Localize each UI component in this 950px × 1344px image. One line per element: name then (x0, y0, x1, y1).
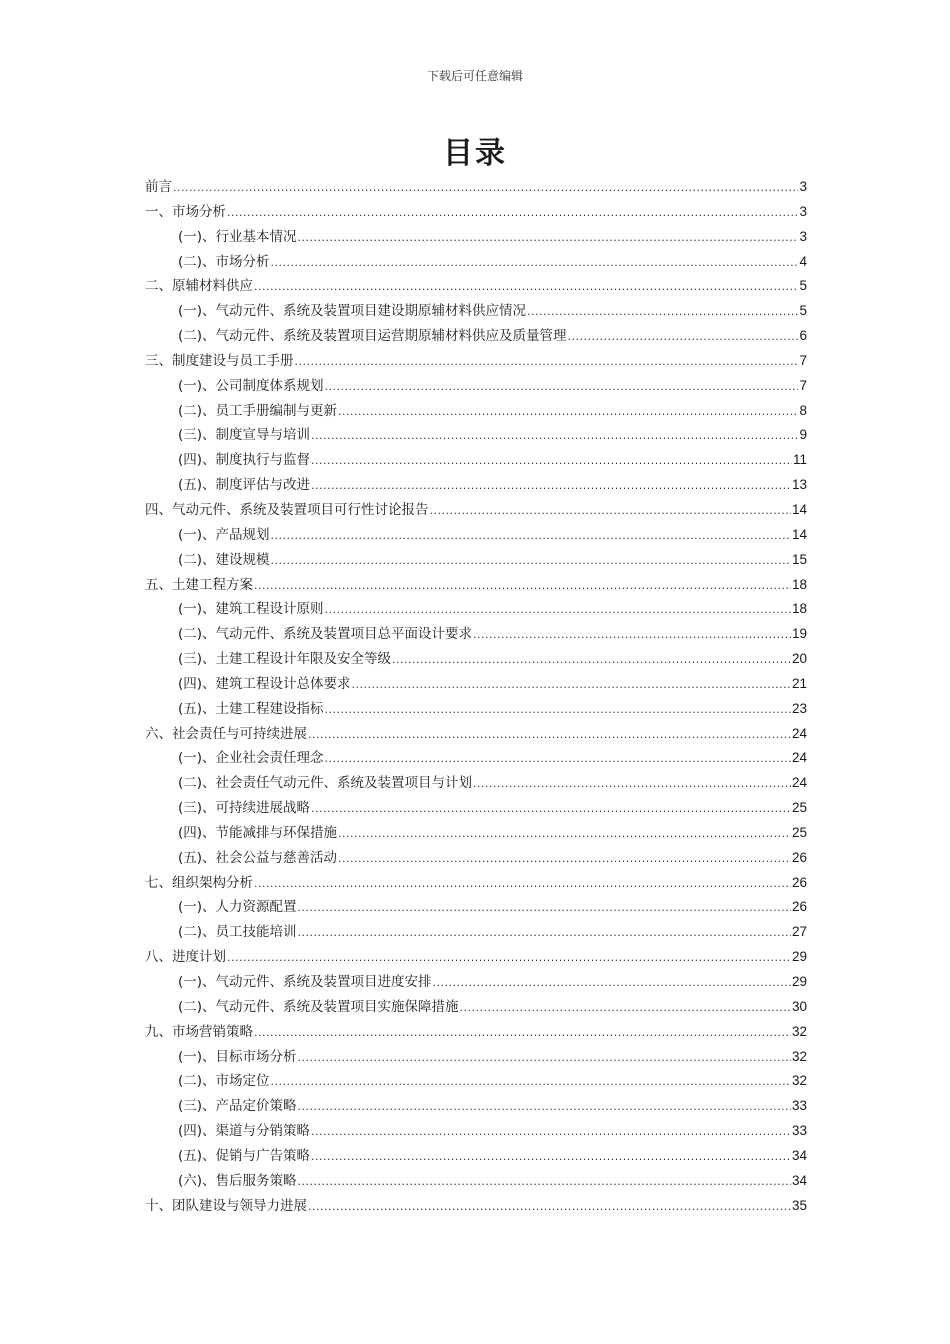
toc-entry-text: (一)、气动元件、系统及装置项目建设期原辅材料供应情况 (178, 303, 527, 320)
toc-dot-leader (298, 226, 799, 251)
toc-page-number: 18 (791, 601, 807, 617)
toc-entry-text: 八、进度计划 (145, 949, 226, 966)
toc-dot-leader (338, 400, 798, 425)
toc-section-entry[interactable] (145, 920, 807, 945)
toc-section-entry[interactable] (145, 746, 807, 771)
download-note: 下载后可任意编辑 (426, 69, 523, 83)
toc-dot-leader (338, 847, 791, 872)
toc-page-number: 24 (791, 750, 807, 766)
toc-entry-text: (一)、公司制度体系规划 (178, 377, 324, 394)
toc-dot-leader (430, 499, 791, 524)
toc-page-number: 26 (791, 874, 807, 890)
toc-section-entry[interactable] (145, 970, 807, 995)
toc-entry-text: (一)、人力资源配置 (178, 899, 297, 916)
toc-dot-leader (227, 201, 798, 226)
toc-entry-text: (四)、制度执行与监督 (178, 452, 311, 469)
toc-dot-leader (311, 1120, 791, 1145)
toc-dot-leader (298, 1170, 791, 1195)
toc-entry-text: (一)、气动元件、系统及装置项目进度安排 (178, 974, 432, 990)
toc-entry-text: 二、原辅材料供应 (145, 278, 253, 295)
toc-dot-leader (325, 747, 791, 772)
toc-page-number: 3 (799, 203, 807, 219)
toc-page-number: 25 (791, 800, 807, 816)
toc-entry-text: (四)、建筑工程设计总体要求 (178, 675, 351, 692)
toc-entry-text: (一)、行业基本情况 (178, 228, 297, 245)
toc-entry-text: (二)、气动元件、系统及装置项目运营期原辅材料供应及质量管理 (178, 328, 567, 345)
toc-dot-leader (311, 424, 798, 449)
toc-section-entry[interactable] (145, 374, 807, 399)
toc-page-number: 29 (791, 949, 807, 965)
toc-dot-leader (311, 1145, 791, 1170)
toc-dot-leader (527, 300, 798, 325)
toc-entry-text: (一)、企业社会责任理念 (178, 750, 324, 767)
toc-page-number: 5 (799, 278, 807, 294)
toc-entry-text: (二)、社会责任气动元件、系统及装置项目与计划 (178, 775, 473, 792)
toc-page-number: 13 (791, 477, 807, 493)
toc-entry-text: 前言 (145, 179, 172, 195)
toc-page-number: 3 (799, 228, 807, 244)
toc-dot-leader (271, 1070, 791, 1095)
toc-entry-text: (五)、社会公益与慈善活动 (178, 849, 338, 866)
toc-dot-leader (298, 1095, 791, 1120)
toc-page-number: 6 (799, 328, 807, 344)
toc-dot-leader (271, 251, 799, 276)
toc-dot-leader (295, 350, 799, 375)
toc-page-number: 3 (799, 179, 807, 194)
toc-page-number: 27 (791, 924, 807, 940)
toc-page-number: 34 (791, 1147, 807, 1163)
toc-entry-text: 九、市场营销策略 (145, 1023, 253, 1040)
toc-entry-text: 六、社会责任与可持续进展 (145, 725, 307, 742)
toc-entry-text: (二)、气动元件、系统及装置项目实施保障措施 (178, 998, 459, 1015)
toc-entry-text: (四)、节能减排与环保措施 (178, 824, 338, 841)
toc-section-entry[interactable] (145, 423, 807, 448)
toc-entry-text: 三、制度建设与员工手册 (145, 352, 294, 369)
toc-chapter-entry[interactable] (145, 349, 807, 374)
toc-section-entry[interactable] (145, 250, 807, 275)
toc-dot-leader (325, 598, 791, 623)
toc-dot-leader (271, 549, 791, 574)
toc-dot-leader (298, 1046, 791, 1071)
toc-page-number: 25 (791, 824, 807, 840)
toc-page-number: 21 (791, 675, 807, 691)
toc-page-number: 26 (791, 899, 807, 915)
toc-page-number: 7 (799, 352, 807, 368)
toc-section-entry[interactable] (145, 548, 807, 573)
toc-dot-leader (473, 772, 791, 797)
toc-page-number: 8 (799, 402, 807, 418)
toc-entry-text: 十、团队建设与领导力进展 (145, 1197, 307, 1214)
toc-entry-text: 一、市场分析 (145, 203, 226, 220)
toc-dot-leader (433, 971, 791, 996)
toc-section-entry[interactable] (145, 597, 807, 622)
toc-section-entry[interactable] (145, 324, 807, 349)
toc-section-entry[interactable] (145, 473, 807, 498)
toc-chapter-entry[interactable] (145, 1194, 807, 1219)
toc-dot-leader (254, 574, 791, 599)
toc-dot-leader (338, 822, 791, 847)
toc-dot-leader (473, 623, 791, 648)
toc-section-entry[interactable] (145, 1144, 807, 1169)
toc-entry-text: (五)、土建工程建设指标 (178, 700, 324, 717)
toc-section-entry[interactable] (145, 225, 807, 250)
toc-dot-leader (311, 474, 791, 499)
toc-dot-leader (298, 921, 791, 946)
toc-page-number: 18 (791, 576, 807, 592)
toc-entry-text: 七、组织架构分析 (145, 874, 253, 891)
toc-page-number: 23 (791, 700, 807, 716)
toc-section-entry[interactable] (145, 448, 807, 473)
toc-section-entry[interactable] (145, 672, 807, 697)
toc-section-entry[interactable] (145, 796, 807, 821)
toc-dot-leader (308, 723, 791, 748)
toc-section-entry[interactable] (145, 846, 807, 871)
toc-dot-leader (352, 673, 791, 698)
toc-dot-leader (298, 896, 791, 921)
toc-dot-leader (173, 176, 798, 201)
toc-entry-text: (二)、员工手册编制与更新 (178, 402, 338, 419)
toc-entry-text: (一)、产品规划 (178, 526, 270, 543)
toc-chapter-entry[interactable] (145, 498, 807, 523)
toc-page-number: 24 (791, 725, 807, 741)
toc-section-entry[interactable] (145, 1119, 807, 1144)
toc-page-number: 11 (792, 452, 807, 468)
toc-section-entry[interactable] (145, 622, 807, 647)
toc-section-entry[interactable] (145, 995, 807, 1020)
toc-entry-text: (一)、目标市场分析 (178, 1048, 297, 1065)
table-of-contents (145, 175, 807, 1218)
toc-dot-leader (308, 1195, 791, 1220)
toc-page-number: 14 (791, 526, 807, 542)
toc-section-entry[interactable] (145, 1169, 807, 1194)
toc-entry-text: (二)、员工技能培训 (178, 924, 297, 941)
toc-dot-leader (311, 449, 792, 474)
toc-section-entry[interactable] (145, 1094, 807, 1119)
toc-page-number: 32 (791, 1048, 807, 1064)
toc-page-number: 26 (791, 849, 807, 865)
toc-page-number: 24 (791, 775, 807, 791)
toc-entry-text: (三)、制度宣导与培训 (178, 427, 311, 444)
toc-page-number: 33 (791, 1098, 807, 1114)
toc-page-number: 4 (799, 253, 807, 269)
toc-page-number: 32 (791, 1023, 807, 1039)
toc-dot-leader (568, 325, 799, 350)
toc-chapter-entry[interactable] (145, 573, 807, 598)
toc-section-entry[interactable] (145, 399, 807, 424)
toc-section-entry[interactable] (145, 771, 807, 796)
toc-entry-text: (一)、建筑工程设计原则 (178, 601, 324, 618)
toc-entry-text: (五)、促销与广告策略 (178, 1147, 311, 1164)
toc-page-number: 9 (799, 427, 807, 443)
toc-page-number: 30 (791, 998, 807, 1014)
toc-page-number: 32 (791, 1073, 807, 1089)
toc-entry-text: (五)、制度评估与改进 (178, 477, 311, 494)
toc-section-entry[interactable] (145, 1069, 807, 1094)
toc-dot-leader (271, 524, 791, 549)
toc-dot-leader (325, 375, 799, 400)
toc-entry-text: (二)、建设规模 (178, 551, 270, 568)
toc-entry-text: 四、气动元件、系统及装置项目可行性讨论报告 (145, 501, 429, 518)
toc-page-number: 19 (791, 626, 807, 642)
toc-entry-text: (六)、售后服务策略 (178, 1172, 297, 1189)
toc-chapter-entry[interactable] (145, 945, 807, 970)
toc-page-number: 20 (791, 651, 807, 667)
toc-page-number: 15 (791, 551, 807, 567)
toc-page-number: 29 (791, 974, 807, 989)
toc-section-entry[interactable] (145, 299, 807, 324)
toc-entry-text: (三)、产品定价策略 (178, 1098, 297, 1115)
toc-section-entry[interactable] (145, 895, 807, 920)
toc-chapter-entry[interactable] (145, 274, 807, 299)
toc-chapter-entry[interactable] (145, 1020, 807, 1045)
toc-section-entry[interactable] (145, 697, 807, 722)
toc-page-number: 5 (799, 303, 807, 319)
toc-dot-leader (325, 698, 791, 723)
toc-dot-leader (254, 275, 798, 300)
toc-page-number: 34 (791, 1172, 807, 1188)
toc-dot-leader (254, 872, 791, 897)
toc-page-number: 7 (799, 377, 807, 393)
toc-dot-leader (392, 648, 791, 673)
toc-entry-text: (三)、可持续进展战略 (178, 800, 311, 817)
toc-section-entry[interactable] (145, 523, 807, 548)
toc-page-number: 33 (791, 1123, 807, 1139)
toc-dot-leader (311, 797, 791, 822)
toc-page-number: 14 (791, 501, 807, 517)
toc-dot-leader (254, 1021, 791, 1046)
toc-entry-text: (三)、土建工程设计年限及安全等级 (178, 651, 392, 668)
toc-dot-leader (460, 996, 791, 1021)
toc-chapter-entry[interactable] (145, 722, 807, 747)
toc-section-entry[interactable] (145, 647, 807, 672)
toc-title: 目录 (443, 136, 507, 171)
toc-dot-leader (227, 946, 791, 971)
toc-entry-text: (二)、市场分析 (178, 253, 270, 270)
toc-entry-text: 五、土建工程方案 (145, 576, 253, 593)
toc-section-entry[interactable] (145, 1045, 807, 1070)
toc-section-entry[interactable] (145, 821, 807, 846)
toc-entry-text: (四)、渠道与分销策略 (178, 1123, 311, 1140)
toc-page-number: 35 (791, 1197, 807, 1213)
toc-chapter-entry[interactable] (145, 175, 807, 200)
toc-entry-text: (二)、市场定位 (178, 1073, 270, 1090)
toc-chapter-entry[interactable] (145, 200, 807, 225)
toc-entry-text: (二)、气动元件、系统及装置项目总平面设计要求 (178, 626, 473, 643)
toc-chapter-entry[interactable] (145, 871, 807, 896)
